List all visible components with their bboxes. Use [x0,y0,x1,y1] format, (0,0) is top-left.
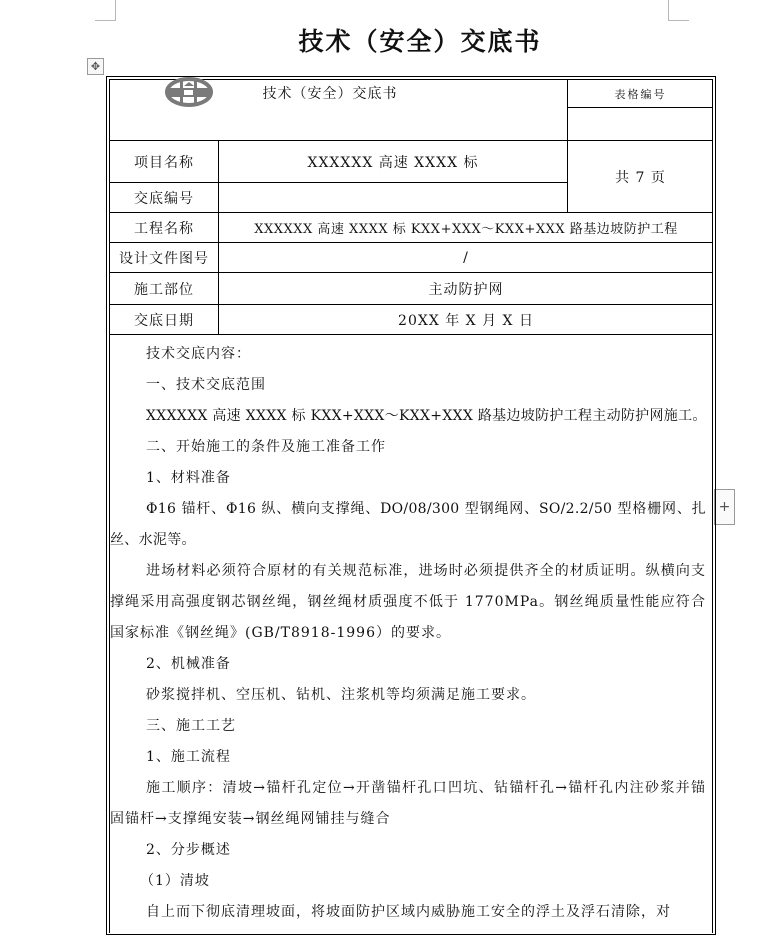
company-logo [165,77,213,107]
form-number-value [567,107,713,141]
briefing-no-label: 交底编号 [110,182,219,213]
project-name-value: XXXXXX 高速 XXXX 标 [218,140,568,183]
section-3-2-1-text: 自上而下彻底清理坡面，将坡面防护区域内威胁施工安全的浮土及浮石清除，对 [146,904,671,920]
section-2-1-text: Φ16 锚杆、Φ16 纵、横向支撑绳、DO/08/300 型钢绳网、SO/2.2/50 型格栅网、扎丝、水泥等。 [110,501,706,548]
construction-part-value: 主动防护网 [218,272,713,305]
section-3-1-text: 施工顺序：清坡→锚杆孔定位→开凿锚杆孔口凹坑、钻锚杆孔→锚杆孔内注砂浆并锚固锚杆→支撑绳安装→钢丝绳网铺挂与缝合 [110,780,706,827]
page-corner-mark-right [668,0,689,21]
date-label: 交底日期 [110,304,219,335]
move-cross-icon[interactable]: ✥ [87,58,104,75]
work-name-value: XXXXXX 高速 XXXX 标 KXX+XXX～KXX+XXX 路基边坡防护工程 [218,212,713,243]
briefing-content [110,339,712,928]
work-name-label: 工程名称 [110,212,219,243]
design-doc-label: 设计文件图号 [110,242,219,273]
section-3-2-1-heading: （1）清坡 [140,873,210,889]
construction-part-label: 施工部位 [110,272,219,305]
section-3-1-heading: 1、施工流程 [146,749,231,765]
page-count: 共 7 页 [567,140,713,213]
page-corner-mark-left [95,0,116,21]
form-number-label: 表格编号 [567,80,713,108]
section-3-heading: 三、施工工艺 [146,718,236,734]
document-title: 技术（安全）交底书 [298,27,542,56]
content-intro: 技术交底内容： [146,346,251,362]
plus-icon[interactable]: + [714,489,735,525]
design-doc-value: / [218,242,713,273]
project-name-label: 项目名称 [110,140,219,183]
section-2-1-heading: 1、材料准备 [146,470,231,486]
section-3-2-heading: 2、分步概述 [146,842,231,858]
header-title: 技术（安全）交底书 [262,86,398,102]
section-2-heading: 二、开始施工的条件及施工准备工作 [146,439,386,455]
section-1-heading: 一、技术交底范围 [146,377,266,393]
date-value: 20XX 年 X 月 X 日 [218,304,713,335]
section-2-1-text-2: 进场材料必须符合原材的有关规范标准，进场时必须提供齐全的材质证明。纵横向支撑绳采用高强度钢芯钢丝绳，钢丝绳材质强度不低于 1770MPa。钢丝绳质量性能应符合国家标准《钢丝绳》(GB/T8918-1996）的要求。 [110,563,706,641]
section-2-2-heading: 2、机械准备 [146,656,231,672]
section-1-text: XXXXXX 高速 XXXX 标 KXX+XXX～KXX+XXX 路基边坡防护工程主动防护网施工。 [146,408,707,424]
briefing-no-value [218,182,568,213]
section-2-2-text: 砂浆搅拌机、空压机、钻机、注浆机等均须满足施工要求。 [146,687,536,703]
